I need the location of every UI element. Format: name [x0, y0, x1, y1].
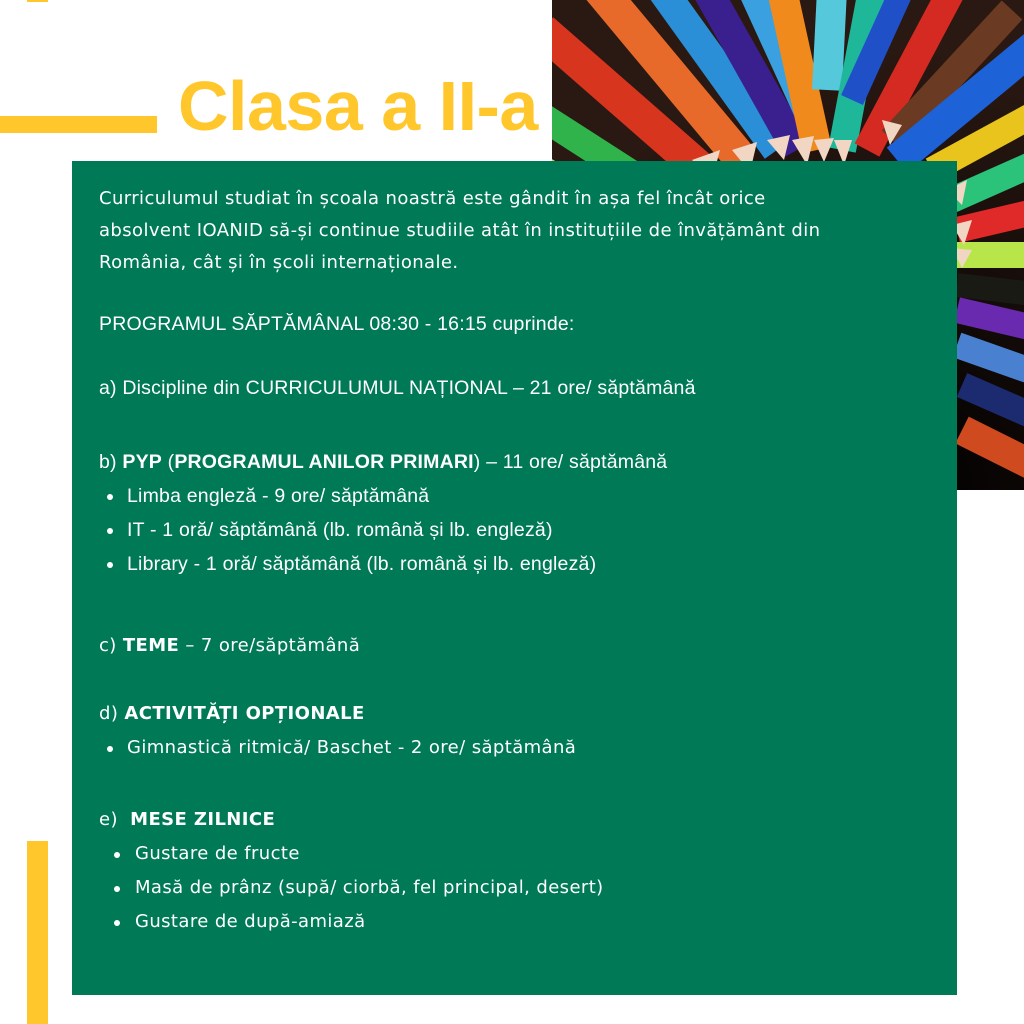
section-b-bold: PYP [122, 451, 162, 473]
list-item: Library - 1 oră/ săptămână (lb. română și lb. engleză) [99, 547, 927, 581]
list-item: IT - 1 oră/ săptămână (lb. română și lb. engleză) [99, 513, 927, 547]
section-c-suffix: – 7 ore/săptămână [179, 635, 361, 656]
section-d-bold: ACTIVITĂȚI OPȚIONALE [124, 703, 365, 724]
section-c-bold: TEME [122, 635, 180, 656]
section-c-prefix: c) [99, 635, 117, 656]
section-a: a) Discipline din CURRICULUMUL NAȚIONAL – 21 ore/ săptămână [99, 377, 696, 399]
list-item: Gustare de după-amiază [99, 905, 927, 939]
list-item: Masă de prânz (supă/ ciorbă, fel principal, desert) [99, 871, 927, 905]
section-b-prefix: b) [99, 451, 117, 473]
decorative-top-sliver [27, 0, 48, 2]
intro-line-3: România, cât și în școli internaționale. [99, 252, 459, 273]
section-d-prefix: d) [99, 703, 119, 724]
intro-line-1: Curriculumul studiat în școala noastră este gândit în așa fel încât orice [99, 188, 766, 209]
section-b-paren-open: ( [162, 451, 175, 473]
section-b-paren-close: ) [473, 451, 481, 473]
section-e-prefix: e) [99, 809, 118, 830]
section-b-suffix: – 11 ore/ săptămână [480, 451, 668, 473]
list-item: Limba engleză - 9 ore/ săptămână [99, 479, 927, 513]
section-e-list [99, 837, 927, 939]
panel-content [99, 183, 927, 939]
section-c-heading [99, 629, 927, 663]
section-b-list [99, 479, 927, 581]
section-e-bold: MESE ZILNICE [130, 809, 276, 830]
section-d-heading [99, 697, 927, 731]
list-item: Gimnastică ritmică/ Baschet - 2 ore/ săptămână [99, 731, 927, 765]
decorative-horizontal-bar [0, 116, 157, 133]
schedule-heading: PROGRAMUL SĂPTĂMÂNAL 08:30 - 16:15 cuprinde: [99, 313, 575, 335]
intro-paragraph [99, 183, 927, 279]
section-d-list [99, 731, 927, 765]
section-e-heading [99, 803, 927, 837]
intro-line-2: absolvent IOANID să-și continue studiile atât în instituțiile de învățământ din [99, 220, 821, 241]
page-title: Clasa a II-a [178, 67, 538, 145]
section-b-bold2: PROGRAMUL ANILOR PRIMARI [174, 451, 474, 473]
section-b-heading [99, 445, 927, 479]
list-item: Gustare de fructe [99, 837, 927, 871]
curriculum-panel [72, 161, 957, 995]
decorative-vertical-bar [27, 841, 48, 1024]
